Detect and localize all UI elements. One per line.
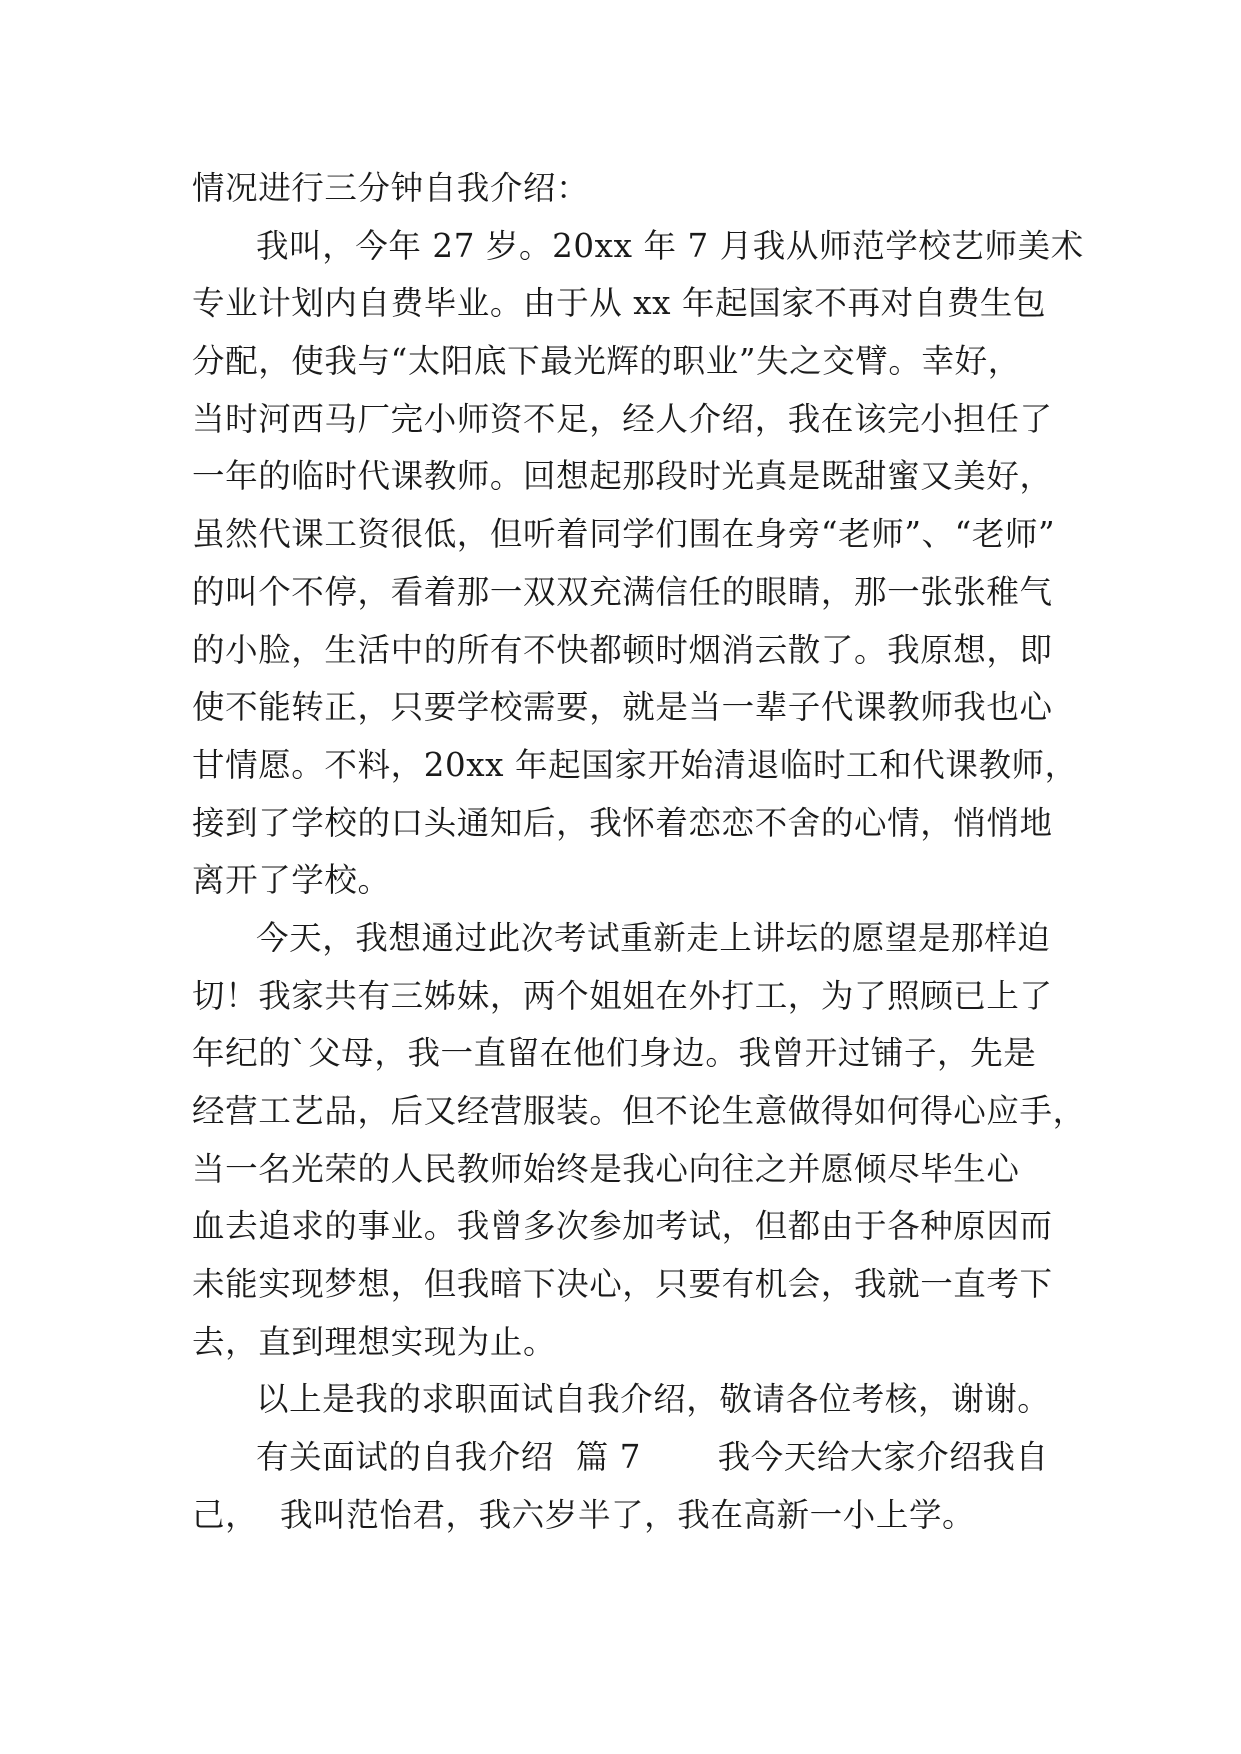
text-line: 甘情愿。不料，20xx 年起国家开始清退临时工和代课教师， bbox=[192, 745, 1078, 784]
text-line: 血去追求的事业。我曾多次参加考试，但都由于各种原因而 bbox=[192, 1207, 1053, 1246]
paragraph-start-line: 今天，我想通过此次考试重新走上讲坛的愿望是那样迫 bbox=[256, 918, 1051, 957]
text-line: 情况进行三分钟自我介绍： bbox=[192, 169, 590, 207]
text-line: 当一名光荣的人民教师始终是我心向往之并愿倾尽毕生心 bbox=[192, 1149, 1020, 1188]
text-line: 虽然代课工资很低，但听着同学们围在身旁“老师”、“老师” bbox=[192, 515, 1056, 554]
text-line: 的叫个不停，看着那一双双充满信任的眼睛，那一张张稚气 bbox=[192, 572, 1053, 611]
text-line: 未能实现梦想，但我暗下决心，只要有机会，我就一直考下 bbox=[192, 1265, 1053, 1304]
text-line: 经营工艺品，后又经营服装。但不论生意做得如何得心应手， bbox=[192, 1092, 1086, 1130]
section-heading-line: 有关面试的自我介绍 篇 7 我今天给大家介绍我自 bbox=[256, 1438, 1049, 1477]
paragraph-start-line: 以上是我的求职面试自我介绍，敬请各位考核，谢谢。 bbox=[256, 1380, 1051, 1419]
text-line: 己， 我叫范怡君，我六岁半了，我在高新一小上学。 bbox=[192, 1495, 976, 1534]
text-line: 使不能转正，只要学校需要，就是当一辈子代课教师我也心 bbox=[192, 688, 1053, 727]
text-line: 当时河西马厂完小师资不足，经人介绍，我在该完小担任了 bbox=[192, 399, 1053, 438]
text-line: 分配，使我与“太阳底下最光辉的职业”失之交臂。幸好， bbox=[192, 342, 1021, 381]
text-line: 去，直到理想实现为止。 bbox=[192, 1322, 557, 1361]
text-line: 离开了学校。 bbox=[192, 861, 391, 900]
text-line: 年纪的`父母，我一直留在他们身边。我曾开过铺子，先是 bbox=[192, 1034, 1037, 1073]
text-line: 专业计划内自费毕业。由于从 xx 年起国家不再对自费生包 bbox=[192, 284, 1047, 323]
text-line: 切！我家共有三姊妹，两个姐姐在外打工，为了照顾已上了 bbox=[192, 976, 1053, 1015]
paragraph-start-line: 我叫，今年 27 岁。20xx 年 7 月我从师范学校艺师美术 bbox=[256, 226, 1084, 265]
text-line: 一年的临时代课教师。回想起那段时光真是既甜蜜又美好， bbox=[192, 457, 1053, 496]
text-line: 接到了学校的口头通知后，我怀着恋恋不舍的心情，悄悄地 bbox=[192, 803, 1053, 842]
document-body bbox=[192, 160, 1086, 1545]
text-line: 的小脸，生活中的所有不快都顿时烟消云散了。我原想，即 bbox=[192, 630, 1053, 669]
